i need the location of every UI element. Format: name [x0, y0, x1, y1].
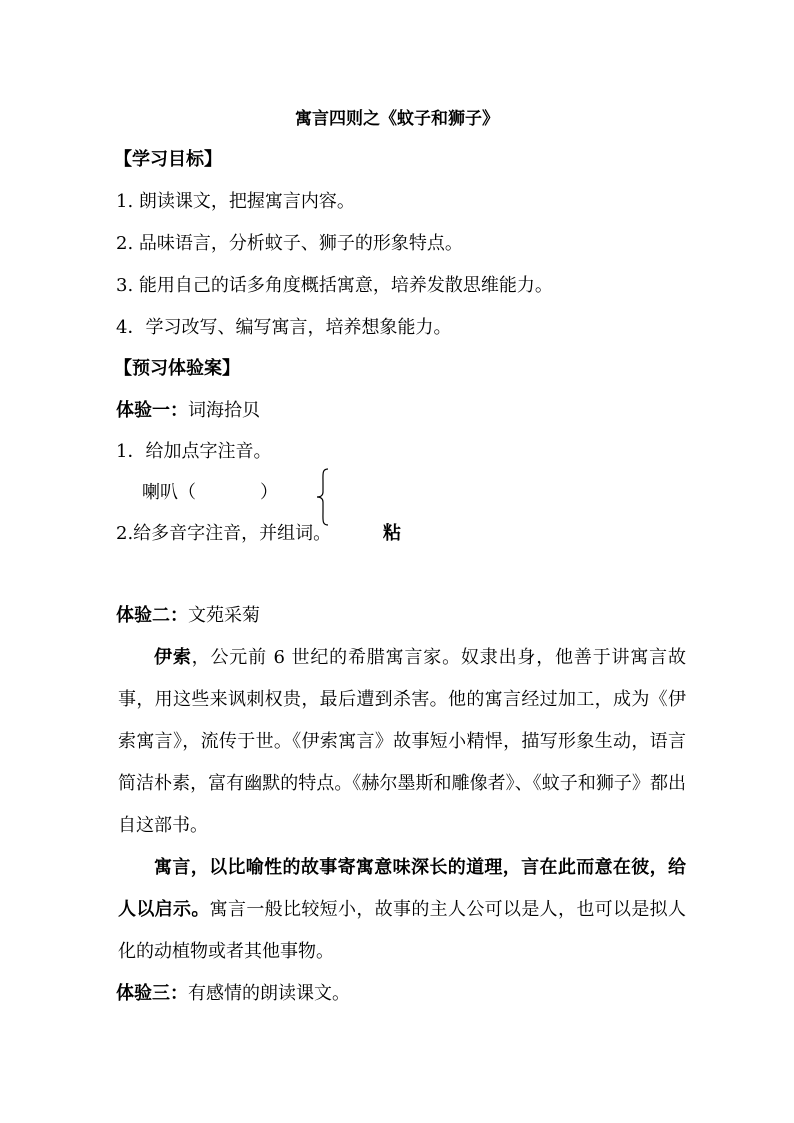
polyphone-char: 粘: [383, 523, 401, 544]
aesop-paragraph: [118, 637, 686, 847]
brace-icon: [316, 468, 330, 526]
fable-definition-bold: 寓言，以比喻性的故事寄寓意味深长的道理，言在此而意在彼，给人以启示。: [118, 857, 686, 920]
experience-2-label: 体验二：: [116, 605, 188, 626]
question-1: 1．给加点字注音。: [116, 441, 272, 462]
objective-item-4: 4．学习改写、编写寓言，培养想象能力。: [116, 317, 452, 338]
question-2: 2.给多音字注音，并组词。: [116, 523, 332, 544]
experience-3-line: [116, 982, 350, 1006]
fable-definition-text: 寓言一般比较短小，故事的主人公可以是人，也可以是拟人化的动植物或者其他事物。: [118, 899, 687, 962]
experience-1-line: [116, 399, 260, 423]
objective-item-2: 2. 品味语言，分析蚊子、狮子的形象特点。: [116, 233, 463, 254]
objective-item-3: 3. 能用自己的话多角度概括寓意，培养发散思维能力。: [116, 275, 553, 296]
experience-2-line: [116, 604, 260, 628]
fable-definition-paragraph: [118, 847, 686, 973]
experience-3-label: 体验三：: [116, 983, 188, 1004]
experience-2-text: 文苑采菊: [188, 605, 260, 626]
objectives-heading: 【学习目标】: [114, 149, 222, 170]
page-title: 寓言四则之《蚊子和狮子》: [295, 109, 499, 129]
objective-item-1: 1. 朗读课文，把握寓言内容。: [116, 191, 355, 212]
experience-1-label: 体验一：: [116, 400, 188, 421]
pronunciation-item: [142, 481, 278, 505]
aesop-name: 伊索: [154, 647, 192, 668]
experience-3-text: 有感情的朗读课文。: [188, 983, 350, 1004]
aesop-text: ，公元前 6 世纪的希腊寓言家。奴隶出身，他善于讲寓言故事，用这些来讽刺权贵，最后遭到杀害。他的寓言经过加工，成为《伊索寓言》，流传于世。《伊索寓言》故事短小精悍，描写形象生动，语言简洁朴素，富有幽默的特点。《赫尔墨斯和雕像者》、《蚊子和狮子》都出自这部书。: [118, 647, 686, 836]
preview-heading: 【预习体验案】: [114, 358, 240, 379]
word-laba: 喇叭（: [142, 482, 196, 503]
word-laba-close: ）: [260, 482, 278, 503]
experience-1-text: 词海拾贝: [188, 400, 260, 421]
